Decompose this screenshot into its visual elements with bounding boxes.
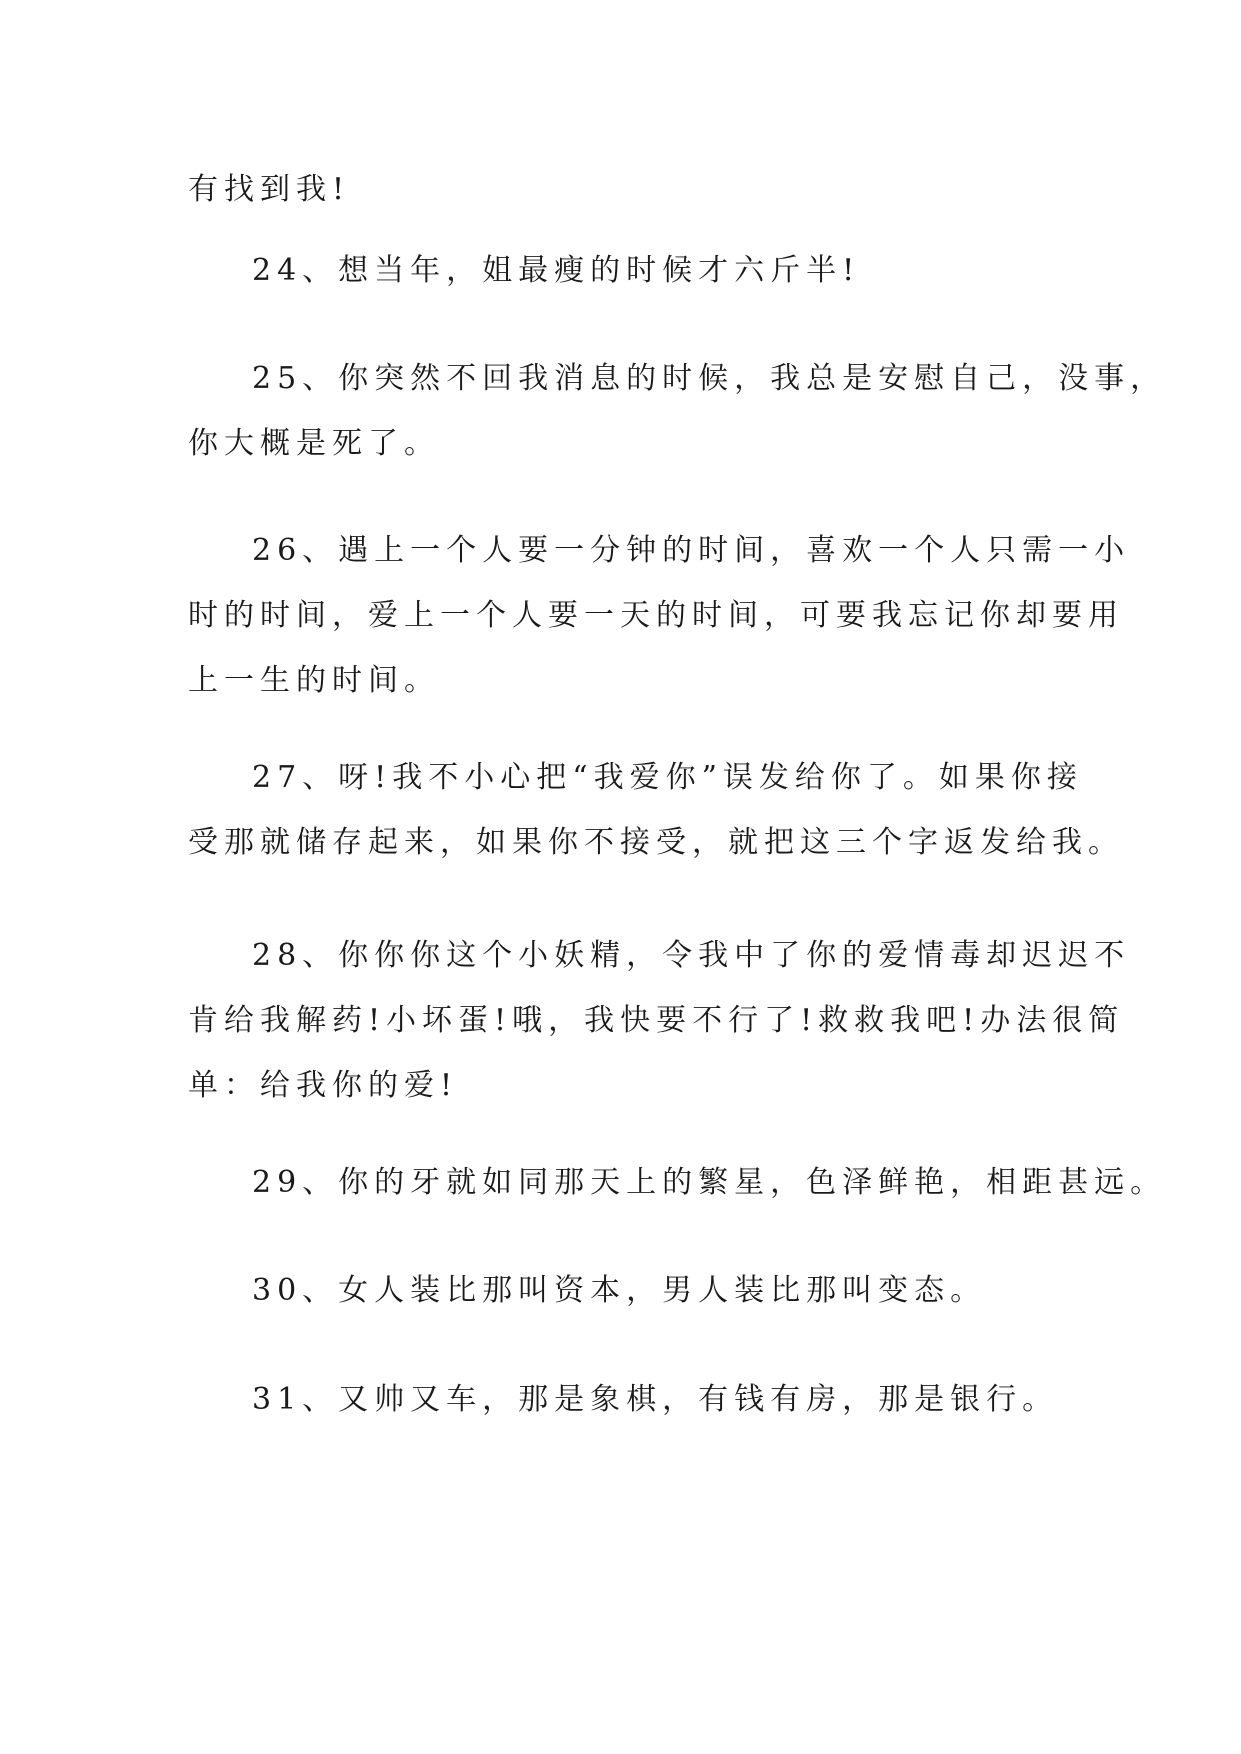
text-line: 28、你你你这个小妖精，令我中了你的爱情毒却迟迟不 bbox=[252, 938, 1131, 973]
text-line: 肯给我解药!小坏蛋!哦，我快要不行了!救救我吧!办法很简 bbox=[188, 1003, 1125, 1038]
text-line: 26、遇上一个人要一分钟的时间，喜欢一个人只需一小 bbox=[252, 533, 1131, 568]
paragraph-31 bbox=[188, 1367, 1068, 1432]
text-line: 30、女人装比那叫资本，男人装比那叫变态。 bbox=[252, 1273, 987, 1308]
text-line: 27、呀!我不小心把“我爱你”误发给你了。如果你接 bbox=[252, 760, 1083, 795]
paragraph-27 bbox=[188, 745, 1124, 875]
text-line: 你大概是死了。 bbox=[188, 426, 440, 461]
text-line: 29、你的牙就如同那天上的繁星，色泽鲜艳，相距甚远。 bbox=[252, 1165, 1167, 1200]
paragraph-continuation bbox=[188, 157, 1068, 222]
paragraph-30 bbox=[188, 1258, 1068, 1323]
text-line: 上一生的时间。 bbox=[188, 663, 440, 698]
paragraph-28 bbox=[188, 923, 1131, 1118]
text-line: 单：给我你的爱! bbox=[188, 1068, 459, 1103]
text-line: 有找到我! bbox=[188, 172, 351, 207]
text-line: 时的时间，爱上一个人要一天的时间，可要我忘记你却要用 bbox=[188, 598, 1124, 633]
text-line: 25、你突然不回我消息的时候，我总是安慰自己，没事， bbox=[252, 361, 1167, 396]
paragraph-25 bbox=[188, 346, 1167, 476]
paragraph-29 bbox=[188, 1150, 1167, 1215]
text-line: 31、又帅又车，那是象棋，有钱有房，那是银行。 bbox=[252, 1382, 1059, 1417]
paragraph-26 bbox=[188, 518, 1131, 713]
text-line: 24、想当年，姐最瘦的时候才六斤半! bbox=[252, 253, 861, 288]
text-line: 受那就储存起来，如果你不接受，就把这三个字返发给我。 bbox=[188, 825, 1124, 860]
paragraph-24 bbox=[188, 238, 1068, 303]
